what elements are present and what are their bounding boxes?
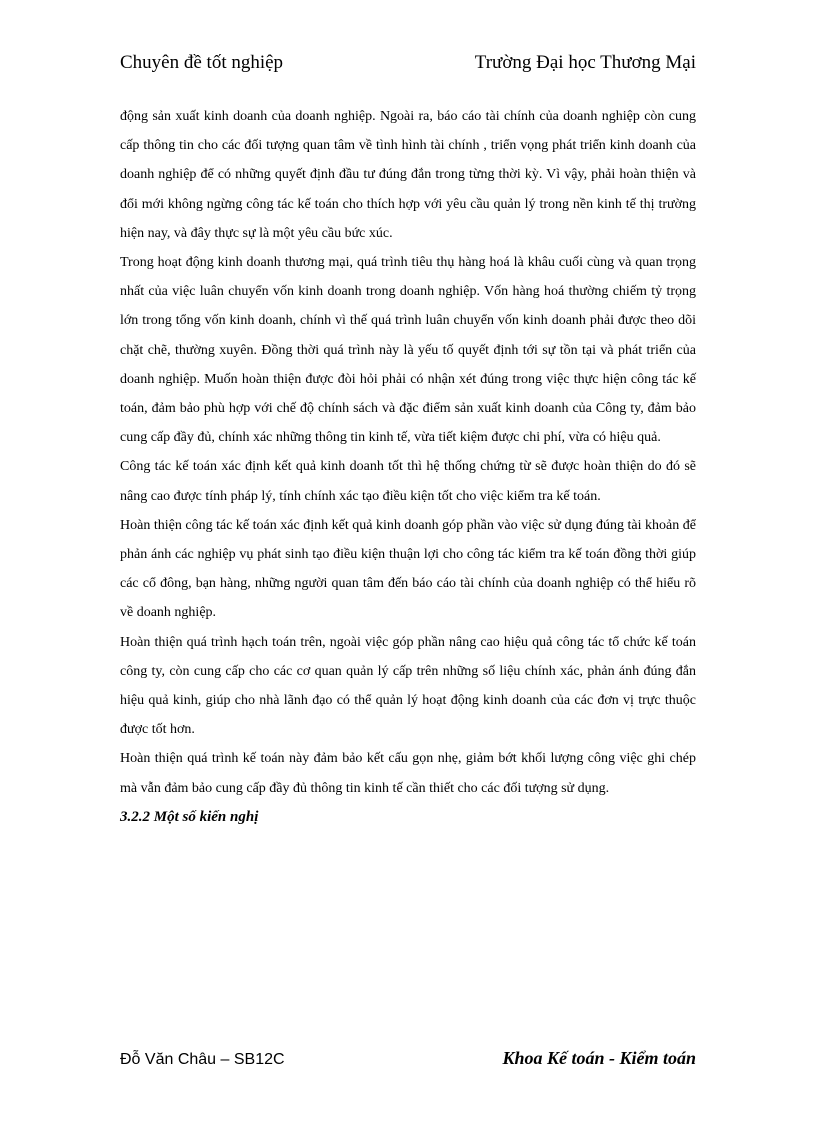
section-heading: 3.2.2 Một số kiến nghị xyxy=(120,808,259,825)
body-paragraph: Hoàn thiện công tác kế toán xác định kết quả kinh doanh góp phần vào việc sử dụng đúng tài khoản để phản ánh các nghiệp vụ phát sinh tạo điều kiện thuận lợi cho công tác kiểm tra kế toán đồng thời giúp các cổ đông, bạn hàng, những người quan tâm đến báo cáo tài chính của doanh nghiệp có thể hiểu rõ về doanh nghiệp. xyxy=(120,517,696,621)
page-header xyxy=(120,52,696,79)
body-paragraph: Công tác kế toán xác định kết quả kinh doanh tốt thì hệ thống chứng từ sẽ được hoàn thiện do đó sẽ nâng cao được tính pháp lý, tính chính xác tạo điều kiện tốt cho việc kiểm tra kế toán. xyxy=(120,459,696,504)
body-paragraph: Hoàn thiện quá trình hạch toán trên, ngoài việc góp phần nâng cao hiệu quả công tác tổ chức kế toán công ty, còn cung cấp cho các cơ quan quản lý cấp trên những số liệu chính xác, phản ánh đúng đắn hiệu quả kinh, giúp cho nhà lãnh đạo có thể quản lý hoạt động kinh doanh của các đơn vị trực thuộc được tốt hơn. xyxy=(120,634,696,738)
body-paragraph: Trong hoạt động kinh doanh thương mại, quá trình tiêu thụ hàng hoá là khâu cuối cùng và quan trọng nhất của việc luân chuyển vốn kinh doanh trong doanh nghiệp. Vốn hàng hoá thường chiếm tỷ trọng lớn trong tổng vốn kinh doanh, chính vì thế quá trình luân chuyển vốn kinh doanh phải được theo dõi chặt chẽ, thường xuyên. Đồng thời quá trình này là yếu tố quyết định tới sự tồn tại và phát triển của doanh nghiệp. Muốn hoàn thiện được đòi hỏi phải có nhận xét đúng trong việc thực hiện công tác kế toán, đảm bảo phù hợp với chế độ chính sách và đặc điểm sản xuất kinh doanh của Công ty, đảm bảo cung cấp đầy đủ, chính xác những thông tin kinh tế, vừa tiết kiệm được chi phí, vừa có hiệu quả. xyxy=(120,255,696,446)
header-document-type: Chuyên đề tốt nghiệp xyxy=(120,52,284,73)
footer-author: Đỗ Văn Châu – SB12C xyxy=(120,1051,285,1068)
document-body xyxy=(120,102,696,832)
body-paragraph: động sản xuất kinh doanh của doanh nghiệp. Ngoài ra, báo cáo tài chính của doanh nghiệp còn cung cấp thông tin cho các đối tượng quan tâm về tình hình tài chính , triển vọng phát triển kinh doanh của doanh nghiệp để có những quyết định đầu tư đúng đắn trong từng thời kỳ. Vì vậy, phải hoàn thiện và đổi mới không ngừng công tác kế toán cho thích hợp với yêu cầu quản lý trong nền kinh tế thị trường hiện nay, và đây thực sự là một yêu cầu bức xúc. xyxy=(120,109,696,241)
header-university-name: Trường Đại học Thương Mại xyxy=(474,52,696,73)
footer-faculty: Khoa Kế toán - Kiểm toán xyxy=(502,1048,696,1068)
body-paragraph: Hoàn thiện quá trình kế toán này đảm bảo kết cấu gọn nhẹ, giảm bớt khối lượng công việc ghi chép mà vẫn đảm bảo cung cấp đầy đủ thông tin kinh tế cần thiết cho các đối tượng sử dụng. xyxy=(120,751,696,796)
page-footer xyxy=(120,1048,696,1069)
